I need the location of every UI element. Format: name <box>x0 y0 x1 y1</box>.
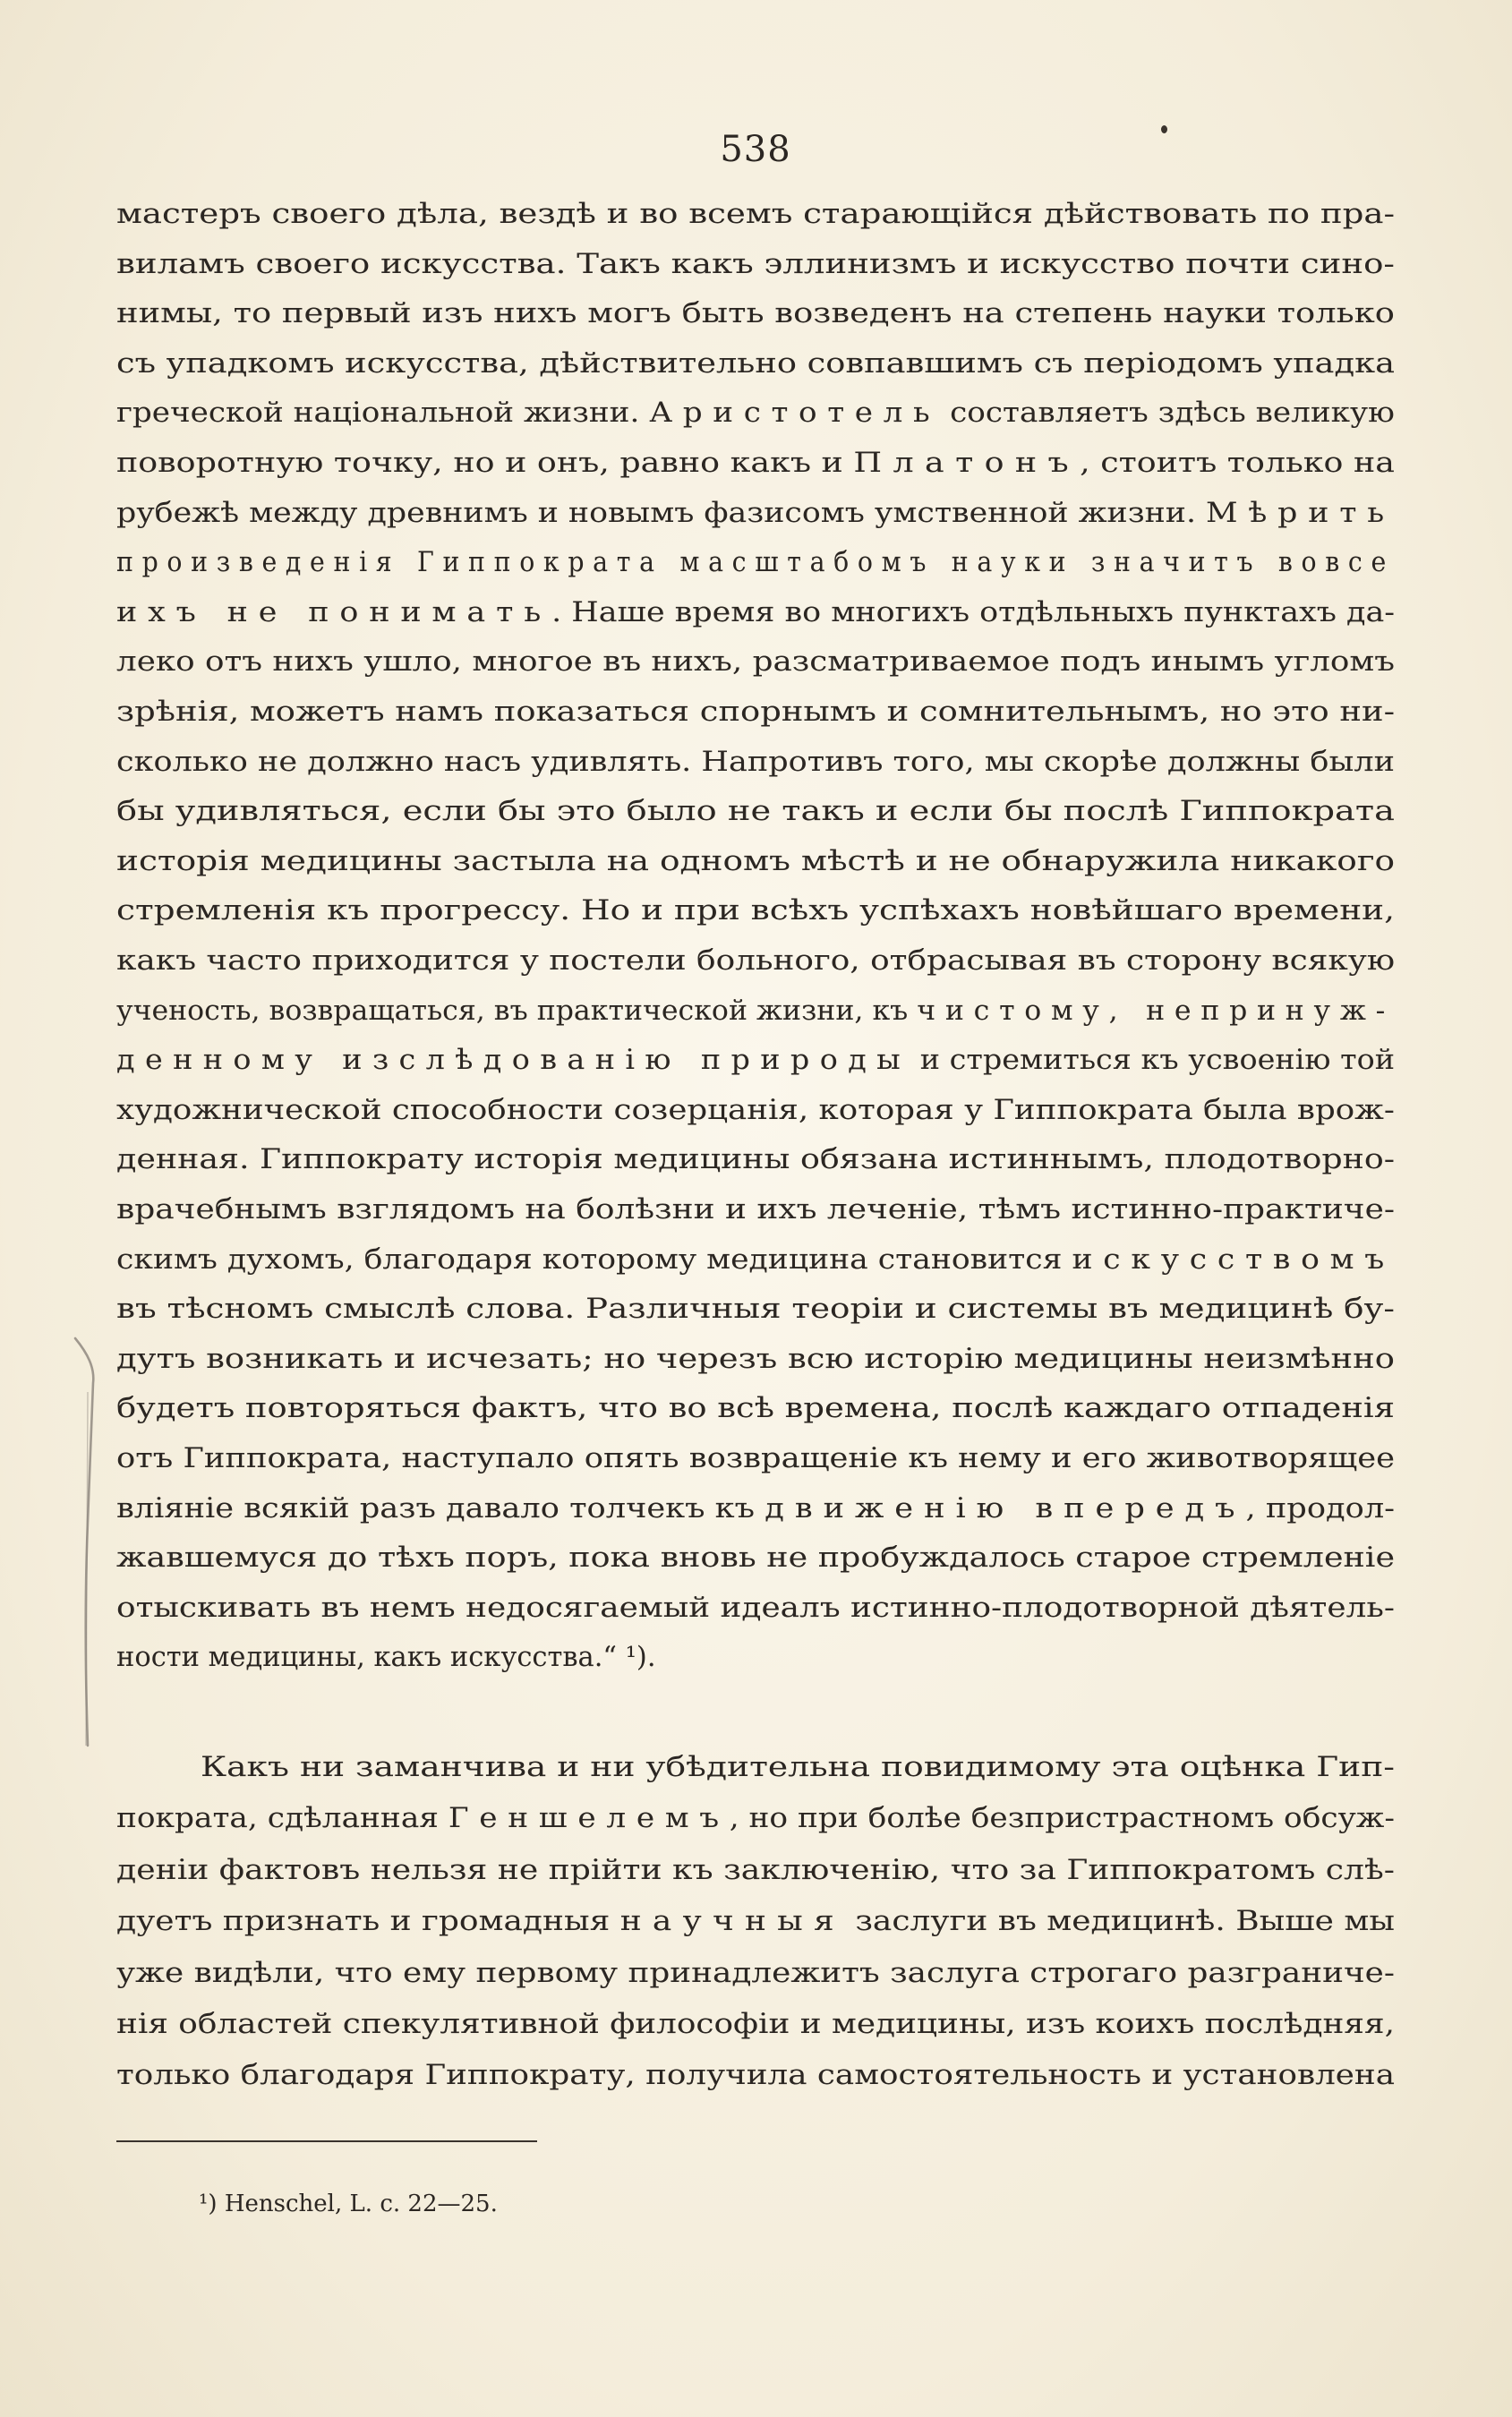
text-run: рубежѣ между древнимъ и новымъ фазисомъ умственной жизни. <box>116 497 1207 529</box>
text-run: дутъ возникать и исчезать; но черезъ всю исторію медицины неизмѣнно <box>116 1343 1395 1375</box>
text-line <box>116 639 1395 686</box>
text-run: вліяніе всякій разъ давало толчекъ къ <box>116 1492 765 1525</box>
text-line <box>201 1745 1395 1791</box>
text-run: пократа, сдѣланная <box>116 1803 448 1835</box>
text-line <box>116 1535 1395 1582</box>
text-run: скимъ духомъ, благодаря которому медицина становится <box>116 1243 1072 1276</box>
ink-speck <box>1161 125 1167 133</box>
text-line <box>116 689 1395 736</box>
text-run: исторія медицины застыла на одномъ мѣстѣ и не обнаружила никакого <box>116 845 1396 877</box>
text-line <box>116 1386 1395 1432</box>
text-run: составляетъ здѣсь великую <box>940 397 1395 430</box>
text-line <box>116 242 1395 288</box>
spaced-emphasis: искусствомъ <box>1072 1243 1396 1276</box>
text-run: , но при болѣе безпристрастномъ обсуж- <box>729 1803 1395 1835</box>
text-run: уже видѣли, что ему первому принадлежитъ заслуга строгаго разграниче- <box>116 1957 1395 1989</box>
text-run: , продол- <box>1245 1492 1396 1525</box>
text-line <box>116 390 1395 437</box>
page-number: 538 <box>720 129 791 170</box>
text-line <box>116 789 1395 835</box>
text-run: жавшемуся до тѣхъ поръ, пока вновь не пробуждалось старое стремленіе <box>116 1542 1396 1575</box>
spaced-emphasis: научныя <box>619 1906 845 1938</box>
text-run: художнической способности созерцанія, которая у Гиппократа была врож- <box>116 1094 1395 1126</box>
text-run: Какъ ни заманчива и ни убѣдительна повидимому эта оцѣнка Гип- <box>201 1752 1396 1783</box>
text-line <box>116 2002 1395 2048</box>
text-line <box>116 1337 1395 1383</box>
text-line <box>116 1486 1395 1533</box>
text-run: нимы, то первый изъ нихъ могъ быть возведенъ на степень науки только <box>116 298 1395 330</box>
text-run: греческой національной жизни. <box>116 397 650 430</box>
text-run: поворотную точку, но и онъ, равно какъ и <box>116 448 854 479</box>
text-line <box>116 1088 1395 1134</box>
text-run: дуетъ признать и громадныя <box>116 1906 620 1938</box>
text-line <box>116 440 1395 487</box>
footnote-rule <box>116 2140 537 2142</box>
text-line <box>116 540 1395 586</box>
text-line <box>116 1951 1395 1997</box>
text-line <box>116 491 1395 537</box>
spaced-emphasis: чистому, непринуж- <box>917 995 1396 1027</box>
spaced-emphasis: Мѣрить <box>1206 497 1395 529</box>
text-line <box>116 888 1395 935</box>
text-run: деніи фактовъ нельзя не прійти къ заключенію, что за Гиппократомъ слѣ- <box>116 1854 1395 1886</box>
text-line <box>116 291 1395 337</box>
text-line <box>116 938 1395 985</box>
text-line <box>116 1137 1395 1183</box>
text-line <box>116 1585 1395 1632</box>
text-line <box>116 192 1395 238</box>
text-run: виламъ своего искусства. Такъ какъ эллинизмъ и искусство почти сино- <box>116 248 1395 280</box>
text-run: денная. Гиппократу исторія медицины обязана истиннымъ, плодотворно- <box>116 1144 1396 1176</box>
text-line <box>116 1899 1395 1945</box>
text-line <box>116 341 1395 388</box>
spaced-emphasis: произведенія Гиппократа масштабомъ науки значитъ вовсе <box>116 547 1395 579</box>
spaced-emphasis: Геншелемъ <box>448 1803 730 1835</box>
text-line <box>116 839 1395 885</box>
text-run: леко отъ нихъ ушло, многое въ нихъ, разсматриваемое подъ инымъ угломъ <box>116 646 1395 679</box>
text-line <box>116 988 1395 1035</box>
text-line <box>116 1038 1395 1084</box>
text-run: нія областей спекулятивной философіи и медицины, изъ коихъ послѣдняя, <box>116 2009 1395 2040</box>
margin-pencil-bracket <box>0 0 125 2417</box>
text-run: отыскивать въ немъ недосягаемый идеалъ истинно-плодотворной дѣятель- <box>116 1592 1395 1624</box>
text-run: стремленія къ прогрессу. Но и при всѣхъ успѣхахъ новѣйшаго времени, <box>116 895 1395 927</box>
text-line <box>116 590 1395 636</box>
text-run: съ упадкомъ искусства, дѣйствительно совпавшимъ съ періодомъ упадка <box>116 347 1396 380</box>
text-line <box>116 1187 1395 1234</box>
spaced-emphasis: движенію впередъ <box>765 1492 1246 1525</box>
text-line <box>116 1796 1395 1842</box>
footnote: ¹) Henschel, L. c. 22—25. <box>199 2191 498 2217</box>
text-run: , стоитъ только на <box>1080 448 1396 479</box>
text-run: врачебнымъ взглядомъ на болѣзни и ихъ леченіе, тѣмъ истинно-практиче- <box>116 1194 1396 1226</box>
text-line <box>116 1848 1395 1894</box>
text-run: ности медицины, какъ искусства.“ ¹). <box>116 1642 656 1674</box>
text-run: отъ Гиппократа, наступало опять возвращеніе къ нему и его животворящее <box>116 1443 1396 1474</box>
spaced-emphasis: денному изслѣдованію природы <box>116 1045 911 1077</box>
spaced-emphasis: Платонъ <box>853 448 1081 479</box>
text-line <box>116 739 1395 786</box>
text-run: мастеръ своего дѣла, вездѣ и во всемъ старающійся дѣйствовать по пра- <box>116 199 1396 230</box>
text-run: . Наше время во многихъ отдѣльныхъ пунктахъ да- <box>551 596 1396 628</box>
text-line <box>116 1237 1395 1284</box>
text-run: будетъ повторяться фактъ, что во всѣ времена, послѣ каждаго отпаденія <box>116 1393 1395 1425</box>
text-run: зрѣнія, можетъ намъ показаться спорнымъ и сомнительнымъ, но это ни- <box>116 696 1396 728</box>
text-line <box>116 1286 1395 1333</box>
text-run: только благодаря Гиппократу, получила самостоятельность и установлена <box>116 2060 1396 2092</box>
text-run: въ тѣсномъ смыслѣ слова. Различныя теоріи и системы въ медицинѣ бу- <box>116 1294 1396 1326</box>
text-run: ученость, возвращаться, въ практической жизни, къ <box>116 995 918 1027</box>
text-line <box>116 1635 1395 1681</box>
text-line <box>116 2053 1395 2099</box>
spaced-emphasis: Аристотель <box>649 397 941 430</box>
text-run: заслуги въ медицинѣ. Выше мы <box>844 1906 1395 1938</box>
text-run: какъ часто приходится у постели больного, отбрасывая въ сторону всякую <box>116 945 1396 977</box>
spaced-emphasis: ихъ не понимать <box>116 596 552 628</box>
text-line <box>116 1436 1395 1482</box>
text-run: и стремиться къ усвоенію той <box>910 1045 1396 1077</box>
text-run: сколько не должно насъ удивлять. Напротивъ того, мы скорѣе должны были <box>116 746 1395 778</box>
text-run: бы удивляться, если бы это было не такъ и если бы послѣ Гиппократа <box>116 796 1395 828</box>
